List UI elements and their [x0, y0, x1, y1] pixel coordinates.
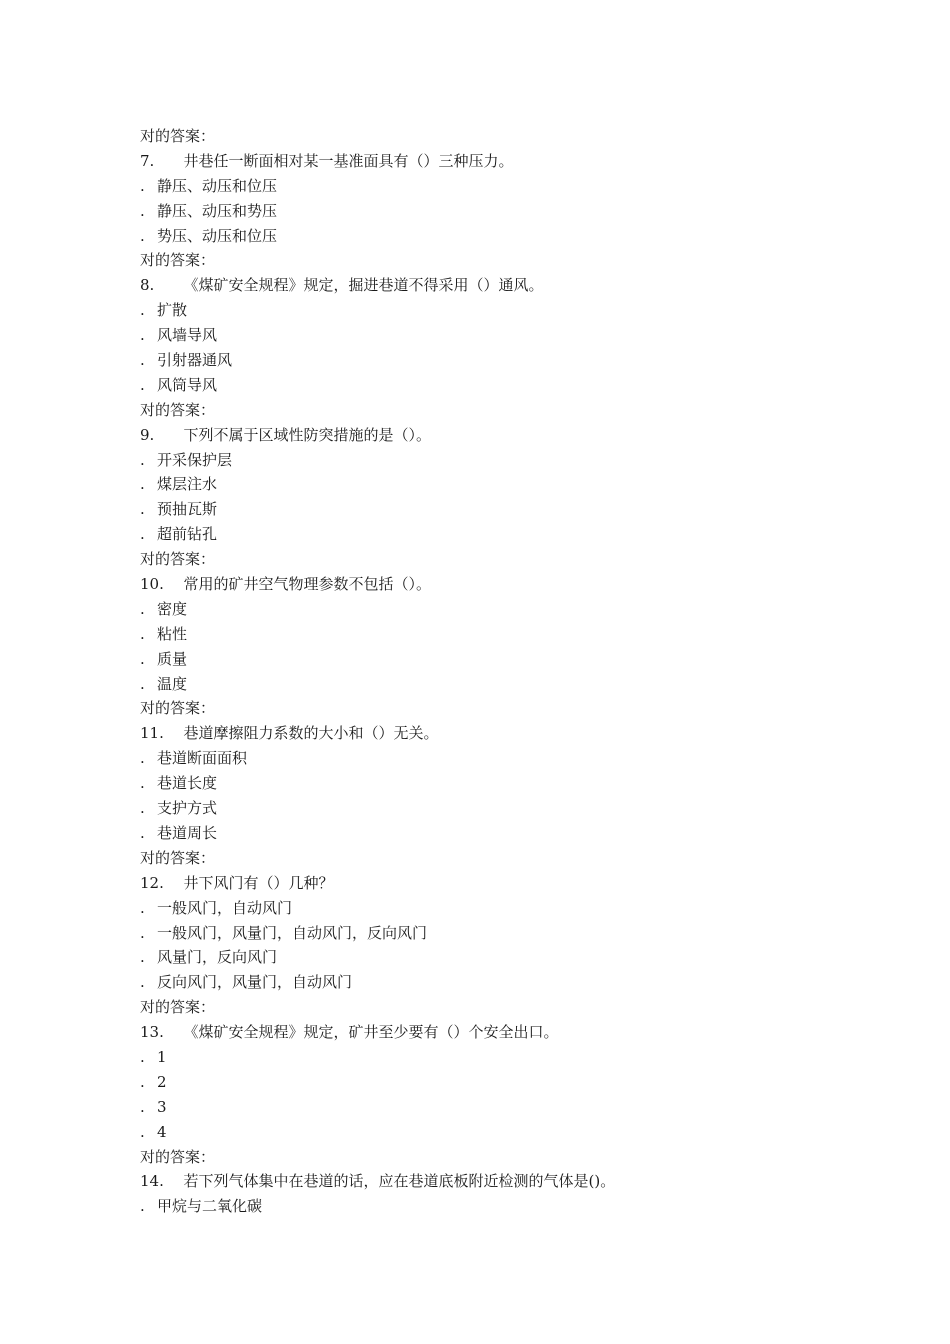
option-text: 引射器通风 [157, 351, 233, 370]
option-line [140, 746, 840, 771]
option-bullet: . [140, 799, 145, 818]
option-bullet: . [140, 301, 145, 320]
question-number: 7. [140, 151, 155, 170]
answer-label: 对的答案： [140, 1147, 216, 1166]
option-bullet: . [140, 201, 145, 220]
option-bullet: . [140, 525, 145, 544]
option-bullet: . [140, 823, 145, 842]
option-text: 超前钻孔 [157, 525, 218, 544]
option-line [140, 970, 840, 995]
question-text: 井下风门有（）几种？ [183, 873, 334, 892]
question-text: 井巷任一断面相对某一基准面具有（）三种压力。 [183, 151, 514, 170]
option-bullet: . [140, 923, 145, 942]
question-text: 若下列气体集中在巷道的话，应在巷道底板附近检测的气体是()。 [183, 1172, 616, 1191]
option-line [140, 224, 840, 249]
option-bullet: . [140, 649, 145, 668]
option-bullet: . [140, 1047, 145, 1066]
option-text: 风量门，反向风门 [157, 948, 278, 967]
option-line [140, 622, 840, 647]
option-text: 质量 [157, 649, 188, 668]
option-bullet: . [140, 948, 145, 967]
question-line [140, 1169, 840, 1194]
answer-label: 对的答案： [140, 550, 216, 569]
option-text: 静压、动压和势压 [157, 201, 278, 220]
question-line [140, 149, 840, 174]
option-text: 一般风门，风量门，自动风门，反向风门 [157, 923, 428, 942]
option-line [140, 174, 840, 199]
option-text: 密度 [157, 599, 188, 618]
question-number: 11. [140, 724, 164, 743]
option-line [140, 522, 840, 547]
answer-label: 对的答案： [140, 998, 216, 1017]
option-line [140, 821, 840, 846]
answer-label: 对的答案： [140, 400, 216, 419]
question-line [140, 273, 840, 298]
option-text: 温度 [157, 674, 188, 693]
option-text: 2 [157, 1072, 167, 1091]
question-text: 下列不属于区域性防突措施的是（）。 [183, 425, 432, 444]
option-line [140, 373, 840, 398]
option-bullet: . [140, 375, 145, 394]
question-number: 10. [140, 575, 164, 594]
option-text: 势压、动压和位压 [157, 226, 278, 245]
option-text: 反向风门，风量门，自动风门 [157, 973, 353, 992]
option-text: 预抽瓦斯 [157, 500, 218, 519]
answer-label: 对的答案： [140, 251, 216, 270]
option-bullet: . [140, 1122, 145, 1141]
option-bullet: . [140, 1072, 145, 1091]
answer-label: 对的答案： [140, 127, 216, 145]
option-text: 一般风门，自动风门 [157, 898, 293, 917]
option-line [140, 945, 840, 970]
option-line [140, 672, 840, 697]
option-bullet: . [140, 351, 145, 370]
option-text: 开采保护层 [157, 450, 233, 469]
question-text: 巷道摩擦阻力系数的大小和（）无关。 [183, 724, 439, 743]
option-line [140, 1120, 840, 1145]
question-line [140, 572, 840, 597]
question-text: 《煤矿安全规程》规定，矿井至少要有（）个安全出口。 [183, 1023, 559, 1042]
question-number: 14. [140, 1172, 164, 1191]
option-text: 煤层注水 [157, 475, 218, 494]
answer-label: 对的答案： [140, 848, 216, 867]
option-line [140, 1045, 840, 1070]
option-bullet: . [140, 326, 145, 345]
option-text: 巷道周长 [157, 823, 218, 842]
option-line [140, 497, 840, 522]
option-line [140, 348, 840, 373]
question-text: 常用的矿井空气物理参数不包括（）。 [183, 575, 432, 594]
question-line [140, 871, 840, 896]
option-line [140, 796, 840, 821]
option-text: 甲烷与二氧化碳 [157, 1197, 263, 1216]
option-line [140, 1095, 840, 1120]
question-number: 12. [140, 873, 164, 892]
option-line [140, 647, 840, 672]
option-text: 静压、动压和位压 [157, 176, 278, 195]
option-text: 扩散 [157, 301, 188, 320]
option-text: 巷道断面面积 [157, 749, 248, 768]
option-bullet: . [140, 599, 145, 618]
option-bullet: . [140, 624, 145, 643]
option-bullet: . [140, 450, 145, 469]
option-line [140, 448, 840, 473]
option-bullet: . [140, 674, 145, 693]
option-bullet: . [140, 475, 145, 494]
option-bullet: . [140, 176, 145, 195]
option-text: 风墙导风 [157, 326, 218, 345]
option-bullet: . [140, 973, 145, 992]
option-text: 3 [157, 1097, 167, 1116]
question-line [140, 721, 840, 746]
option-line [140, 298, 840, 323]
option-bullet: . [140, 898, 145, 917]
option-line [140, 199, 840, 224]
option-line [140, 1070, 840, 1095]
option-bullet: . [140, 1097, 145, 1116]
option-text: 风筒导风 [157, 375, 218, 394]
option-line [140, 472, 840, 497]
question-line [140, 1020, 840, 1045]
option-line [140, 771, 840, 796]
question-number: 8. [140, 276, 155, 295]
document-body [140, 124, 840, 1219]
option-bullet: . [140, 226, 145, 245]
option-bullet: . [140, 500, 145, 519]
question-line [140, 423, 840, 448]
question-number: 9. [140, 425, 155, 444]
option-line [140, 896, 840, 921]
option-text: 巷道长度 [157, 774, 218, 793]
option-bullet: . [140, 774, 145, 793]
option-bullet: . [140, 749, 145, 768]
option-line [140, 1194, 840, 1219]
option-text: 1 [157, 1047, 167, 1066]
question-text: 《煤矿安全规程》规定，掘进巷道不得采用（）通风。 [183, 276, 544, 295]
option-line [140, 921, 840, 946]
option-text: 支护方式 [157, 799, 218, 818]
option-line [140, 597, 840, 622]
answer-label: 对的答案： [140, 699, 216, 718]
option-text: 粘性 [157, 624, 188, 643]
option-text: 4 [157, 1122, 167, 1141]
question-number: 13. [140, 1023, 164, 1042]
option-line [140, 323, 840, 348]
option-bullet: . [140, 1197, 145, 1216]
